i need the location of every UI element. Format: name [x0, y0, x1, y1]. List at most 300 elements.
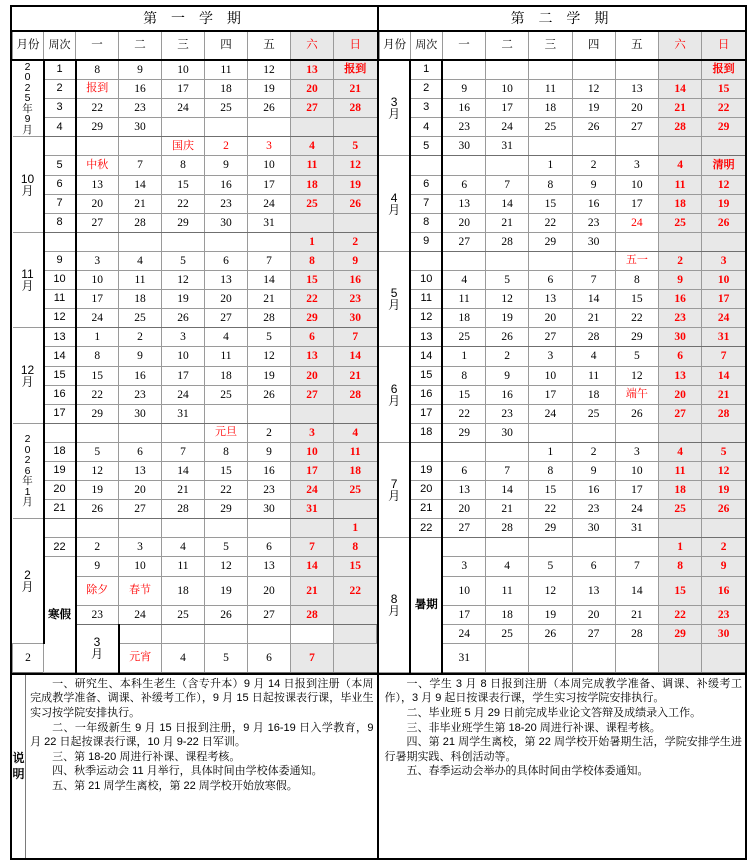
- day-cell: 10: [529, 366, 572, 385]
- day-cell: 31: [442, 643, 485, 672]
- calendar-week-row: [379, 232, 745, 251]
- week-number: 5: [410, 137, 442, 156]
- day-cell: 2: [572, 156, 615, 175]
- day-cell: [529, 643, 572, 672]
- day-cell: 27: [572, 624, 615, 643]
- week-number: 8: [44, 213, 76, 232]
- day-cell: 26: [248, 385, 291, 404]
- day-cell: 15: [205, 461, 248, 480]
- day-cell: [572, 137, 615, 156]
- calendar-week-row: [379, 461, 745, 480]
- holiday-label: 暑期: [410, 538, 442, 672]
- calendar-week-row: [379, 481, 745, 500]
- week-number: 16: [44, 385, 76, 404]
- calendar-week-row: [13, 232, 377, 251]
- day-cell: 10: [76, 271, 119, 290]
- day-cell: 3: [615, 156, 658, 175]
- day-cell: 24: [702, 309, 745, 328]
- day-cell: [119, 423, 162, 442]
- day-cell: 30: [334, 309, 377, 328]
- day-cell: 15: [529, 481, 572, 500]
- day-cell: 1: [76, 328, 119, 347]
- day-cell: 5: [76, 442, 119, 461]
- day-cell: 17: [486, 99, 529, 118]
- calendar-frame: [10, 5, 747, 860]
- day-cell: 20: [442, 213, 485, 232]
- semester-1-title: 第 一 学 期: [13, 7, 377, 31]
- calendar-week-row: [13, 60, 377, 80]
- day-cell: 24: [615, 500, 658, 519]
- day-cell: 16: [205, 175, 248, 194]
- day-cell: [76, 232, 119, 251]
- day-cell: 27: [659, 404, 702, 423]
- day-cell: [702, 137, 745, 156]
- day-cell: 27: [76, 213, 119, 232]
- day-cell: [572, 643, 615, 672]
- day-cell: 29: [529, 232, 572, 251]
- day-cell: [615, 232, 658, 251]
- day-cell: 11: [334, 442, 377, 461]
- header-weekno: 周次: [410, 31, 442, 60]
- day-cell: [162, 232, 205, 251]
- month-label: 12 月: [13, 328, 44, 423]
- week-number: 10: [44, 271, 76, 290]
- note-item: 一、研究生、本科生老生（含专升本）9 月 14 日报到注册（本周完成教学准备、调课、补缓考工作），9 月 15 日起按课表行课，毕业生实习按学院安排执行。: [30, 677, 374, 719]
- day-cell: 20: [205, 290, 248, 309]
- day-cell: 13: [248, 557, 291, 576]
- day-cell: 7: [291, 643, 334, 672]
- day-cell: [76, 519, 119, 538]
- day-cell: 18: [119, 290, 162, 309]
- day-cell: 19: [205, 576, 248, 605]
- day-cell: 17: [291, 461, 334, 480]
- day-cell: 4: [659, 442, 702, 461]
- week-number: 3: [44, 99, 76, 118]
- day-cell: [529, 423, 572, 442]
- week-number: [410, 442, 442, 461]
- week-number: 2: [410, 80, 442, 99]
- day-cell: 22: [162, 194, 205, 213]
- day-cell: 30: [702, 624, 745, 643]
- day-cell: 13: [442, 481, 485, 500]
- day-cell: 25: [486, 624, 529, 643]
- day-cell: 15: [529, 194, 572, 213]
- week-number: [410, 251, 442, 270]
- day-cell: [529, 538, 572, 557]
- day-cell: 8: [291, 251, 334, 270]
- day-cell: 7: [119, 156, 162, 175]
- calendar-week-row: [13, 271, 377, 290]
- header-wed: 三: [162, 31, 205, 60]
- header-weekno: 周次: [44, 31, 76, 60]
- day-cell: 12: [162, 271, 205, 290]
- day-cell: 14: [248, 271, 291, 290]
- day-cell: 25: [572, 404, 615, 423]
- day-cell: 2: [486, 347, 529, 366]
- calendar-week-row: [13, 481, 377, 500]
- day-cell: 18: [572, 385, 615, 404]
- day-cell: 27: [119, 500, 162, 519]
- day-cell: [334, 404, 377, 423]
- day-cell: 7: [572, 271, 615, 290]
- note-item: 一、学生 3 月 8 日报到注册（本周完成教学准备、调课、补缓考工作），3 月 9 起日按课表行课，学生实习按学院安排执行。: [384, 677, 742, 705]
- week-number: 14: [410, 347, 442, 366]
- week-number: 15: [44, 366, 76, 385]
- header-thu: 四: [572, 31, 615, 60]
- day-cell: 18: [529, 99, 572, 118]
- calendar-week-row: [379, 99, 745, 118]
- day-cell: 5: [248, 328, 291, 347]
- day-cell: 21: [334, 80, 377, 99]
- day-cell: 20: [529, 309, 572, 328]
- day-cell: 2: [76, 538, 119, 557]
- day-cell: 5: [205, 538, 248, 557]
- day-cell: 8: [334, 538, 377, 557]
- day-cell: 30: [572, 519, 615, 538]
- day-cell: 14: [702, 366, 745, 385]
- day-cell: 11: [119, 271, 162, 290]
- calendar-week-row: [379, 347, 745, 366]
- day-cell: 5: [334, 137, 377, 156]
- day-cell: 9: [702, 557, 745, 576]
- day-cell: 18: [205, 366, 248, 385]
- day-cell: 25: [119, 309, 162, 328]
- day-cell: 17: [248, 175, 291, 194]
- week-number: [44, 232, 76, 251]
- day-cell: 27: [615, 118, 658, 137]
- day-cell: [615, 137, 658, 156]
- day-cell: 16: [119, 80, 162, 99]
- day-cell: 7: [615, 557, 658, 576]
- day-cell: 24: [615, 213, 658, 232]
- week-number: 13: [44, 328, 76, 347]
- semester-2-notes-body: [379, 675, 746, 858]
- day-cell: 13: [119, 461, 162, 480]
- day-cell: [76, 423, 119, 442]
- week-number: 19: [410, 461, 442, 480]
- day-cell: 28: [334, 385, 377, 404]
- day-cell: [529, 251, 572, 270]
- day-cell: 17: [529, 385, 572, 404]
- day-cell: 4: [659, 156, 702, 175]
- day-cell: 8: [205, 442, 248, 461]
- day-cell: 12: [248, 60, 291, 80]
- day-cell: 6: [119, 442, 162, 461]
- day-cell: [615, 60, 658, 80]
- day-cell: 23: [702, 605, 745, 624]
- day-cell: 28: [334, 99, 377, 118]
- day-cell: 21: [334, 366, 377, 385]
- month-label: 2 0 2 5 年 9 月: [13, 60, 44, 137]
- week-number: 18: [410, 423, 442, 442]
- day-cell: 22: [76, 385, 119, 404]
- day-cell: 12: [702, 175, 745, 194]
- day-cell: 18: [486, 605, 529, 624]
- calendar-week-row: [379, 404, 745, 423]
- day-cell: 8: [76, 347, 119, 366]
- day-cell: 13: [291, 347, 334, 366]
- day-cell: 13: [615, 80, 658, 99]
- day-cell: 2: [702, 538, 745, 557]
- day-cell: 9: [659, 271, 702, 290]
- festival-cell: 除夕: [76, 576, 119, 605]
- day-cell: [291, 404, 334, 423]
- day-cell: 12: [486, 290, 529, 309]
- day-cell: 14: [659, 80, 702, 99]
- calendar-week-row: [379, 309, 745, 328]
- day-cell: 10: [162, 60, 205, 80]
- calendar-week-row: [379, 328, 745, 347]
- day-cell: 4: [442, 271, 485, 290]
- day-cell: 3: [702, 251, 745, 270]
- note-item: 二、一年级新生 9 月 15 日报到注册，9 月 16-19 日入学教育，9 月 22 日起按课表行课，10 月 9-22 日军训。: [30, 721, 374, 749]
- day-cell: 2: [248, 423, 291, 442]
- day-cell: 8: [162, 156, 205, 175]
- calendar-week-row: [379, 423, 745, 442]
- day-cell: [334, 118, 377, 137]
- day-cell: [615, 538, 658, 557]
- semester-2-table: [379, 7, 746, 673]
- day-cell: 13: [659, 366, 702, 385]
- day-cell: 1: [659, 538, 702, 557]
- day-cell: 7: [291, 538, 334, 557]
- day-cell: [248, 118, 291, 137]
- week-number: 15: [410, 366, 442, 385]
- note-item: 五、春季运动会举办的具体时间由学校体委通知。: [406, 765, 649, 778]
- day-cell: [659, 423, 702, 442]
- day-cell: 22: [702, 99, 745, 118]
- day-cell: 26: [162, 309, 205, 328]
- day-cell: [291, 519, 334, 538]
- calendar-week-row: [13, 461, 377, 480]
- week-number: [410, 156, 442, 175]
- day-cell: [162, 118, 205, 137]
- calendar-week-row: [13, 519, 377, 538]
- header-tue: 二: [119, 31, 162, 60]
- day-cell: 8: [529, 175, 572, 194]
- day-cell: 9: [248, 442, 291, 461]
- day-cell: 7: [486, 175, 529, 194]
- day-cell: [702, 232, 745, 251]
- day-cell: 31: [291, 500, 334, 519]
- month-label: 8 月: [379, 538, 410, 672]
- day-cell: 21: [486, 500, 529, 519]
- day-cell: 13: [442, 194, 485, 213]
- day-cell: 10: [615, 175, 658, 194]
- semester-2-notes: [379, 675, 746, 858]
- calendar-week-row: [13, 500, 377, 519]
- day-cell: [205, 404, 248, 423]
- day-cell: 10: [291, 442, 334, 461]
- day-cell: 11: [659, 175, 702, 194]
- day-cell: 4: [486, 557, 529, 576]
- day-cell: 3: [119, 538, 162, 557]
- day-cell: 2: [205, 137, 248, 156]
- day-cell: 19: [702, 481, 745, 500]
- day-cell: 16: [659, 290, 702, 309]
- note-item: 二、毕业班 5 月 29 日前完成毕业论文答辩及成绩录入工作。: [406, 706, 702, 719]
- day-cell: [486, 643, 529, 672]
- week-number: 17: [410, 404, 442, 423]
- day-cell: [119, 137, 162, 156]
- day-cell: 29: [659, 624, 702, 643]
- day-cell: 15: [442, 385, 485, 404]
- week-number: 3: [410, 99, 442, 118]
- header-mon: 一: [442, 31, 485, 60]
- day-cell: 18: [162, 576, 205, 605]
- day-cell: [334, 605, 377, 624]
- day-cell: 11: [529, 80, 572, 99]
- note-item: 四、秋季运动会 11 月举行，具体时间由学校体委通知。: [52, 765, 323, 778]
- day-cell: 22: [442, 404, 485, 423]
- day-cell: [205, 232, 248, 251]
- day-cell: 28: [162, 500, 205, 519]
- header-tue: 二: [486, 31, 529, 60]
- day-cell: 28: [659, 118, 702, 137]
- day-cell: 9: [572, 175, 615, 194]
- week-number: 19: [44, 461, 76, 480]
- day-cell: 16: [702, 576, 745, 605]
- day-cell: 21: [291, 576, 334, 605]
- festival-cell: 报到: [702, 60, 745, 80]
- day-cell: 26: [702, 500, 745, 519]
- day-cell: 11: [572, 366, 615, 385]
- day-cell: 25: [442, 328, 485, 347]
- week-number: 9: [44, 251, 76, 270]
- day-cell: 27: [442, 232, 485, 251]
- festival-cell: 中秋: [76, 156, 119, 175]
- day-cell: 15: [76, 366, 119, 385]
- day-cell: 30: [119, 118, 162, 137]
- day-cell: 30: [442, 137, 485, 156]
- calendar-week-row: [379, 118, 745, 137]
- day-cell: 16: [248, 461, 291, 480]
- calendar-week-row: [13, 194, 377, 213]
- day-cell: 4: [162, 538, 205, 557]
- day-cell: 20: [76, 194, 119, 213]
- day-cell: 18: [442, 309, 485, 328]
- day-cell: [572, 538, 615, 557]
- calendar-week-row: [379, 519, 745, 538]
- day-cell: [119, 624, 162, 643]
- day-cell: 4: [572, 347, 615, 366]
- day-cell: 19: [702, 194, 745, 213]
- day-cell: 14: [615, 576, 658, 605]
- header-sun: 日: [702, 31, 745, 60]
- day-cell: [659, 232, 702, 251]
- day-cell: 16: [486, 385, 529, 404]
- day-cell: 1: [529, 156, 572, 175]
- day-cell: 15: [615, 290, 658, 309]
- week-number: 6: [44, 175, 76, 194]
- day-cell: 13: [76, 175, 119, 194]
- day-cell: 11: [486, 576, 529, 605]
- day-cell: 21: [659, 99, 702, 118]
- day-cell: [486, 60, 529, 80]
- day-cell: 29: [529, 519, 572, 538]
- week-number: 11: [410, 290, 442, 309]
- day-cell: [205, 118, 248, 137]
- month-label: 5 月: [379, 251, 410, 346]
- day-cell: [486, 538, 529, 557]
- day-cell: 16: [119, 366, 162, 385]
- calendar-week-row: [13, 442, 377, 461]
- day-cell: 14: [486, 481, 529, 500]
- week-number: 21: [410, 500, 442, 519]
- holiday-label: 寒假: [44, 557, 76, 672]
- day-cell: 29: [702, 118, 745, 137]
- week-number: 16: [410, 385, 442, 404]
- day-cell: [334, 500, 377, 519]
- day-cell: [291, 624, 334, 643]
- week-number: [44, 423, 76, 442]
- day-cell: 31: [248, 213, 291, 232]
- day-cell: 18: [659, 194, 702, 213]
- day-cell: [334, 213, 377, 232]
- day-cell: 27: [248, 605, 291, 624]
- day-cell: 17: [76, 290, 119, 309]
- semester-2-header-row: [379, 31, 745, 60]
- day-cell: 23: [248, 481, 291, 500]
- day-cell: [572, 60, 615, 80]
- month-label: 2 月: [13, 519, 44, 643]
- day-cell: 25: [162, 605, 205, 624]
- month-label: 11 月: [13, 232, 44, 327]
- day-cell: 11: [659, 461, 702, 480]
- day-cell: 22: [76, 99, 119, 118]
- day-cell: 8: [442, 366, 485, 385]
- day-cell: 14: [291, 557, 334, 576]
- calendar-week-row: [13, 366, 377, 385]
- day-cell: 12: [76, 461, 119, 480]
- header-fri: 五: [615, 31, 658, 60]
- day-cell: 22: [615, 309, 658, 328]
- calendar-week-row: [13, 118, 377, 137]
- semesters-container: [12, 7, 745, 673]
- day-cell: 30: [119, 404, 162, 423]
- calendar-week-row: [13, 175, 377, 194]
- day-cell: 19: [248, 80, 291, 99]
- day-cell: 21: [702, 385, 745, 404]
- header-month: 月份: [13, 31, 44, 60]
- calendar-week-row: [13, 251, 377, 270]
- day-cell: 16: [572, 481, 615, 500]
- festival-cell: 春节: [119, 576, 162, 605]
- day-cell: [529, 60, 572, 80]
- day-cell: 29: [76, 118, 119, 137]
- day-cell: 17: [442, 605, 485, 624]
- day-cell: 14: [119, 175, 162, 194]
- festival-cell: 五一: [615, 251, 658, 270]
- calendar-week-row: [379, 271, 745, 290]
- day-cell: 5: [205, 643, 248, 672]
- calendar-week-row: [379, 60, 745, 80]
- day-cell: 9: [76, 557, 119, 576]
- month-label: 4 月: [379, 156, 410, 251]
- day-cell: 4: [334, 423, 377, 442]
- week-number: [44, 137, 76, 156]
- day-cell: 10: [119, 557, 162, 576]
- week-number: 5: [44, 156, 76, 175]
- day-cell: 20: [659, 385, 702, 404]
- day-cell: 3: [442, 557, 485, 576]
- calendar-week-row: [13, 423, 377, 442]
- day-cell: 2: [659, 251, 702, 270]
- day-cell: [205, 624, 248, 643]
- day-cell: 16: [442, 99, 485, 118]
- month-label: 3 月: [379, 60, 410, 156]
- semester-1-notes: [12, 675, 379, 858]
